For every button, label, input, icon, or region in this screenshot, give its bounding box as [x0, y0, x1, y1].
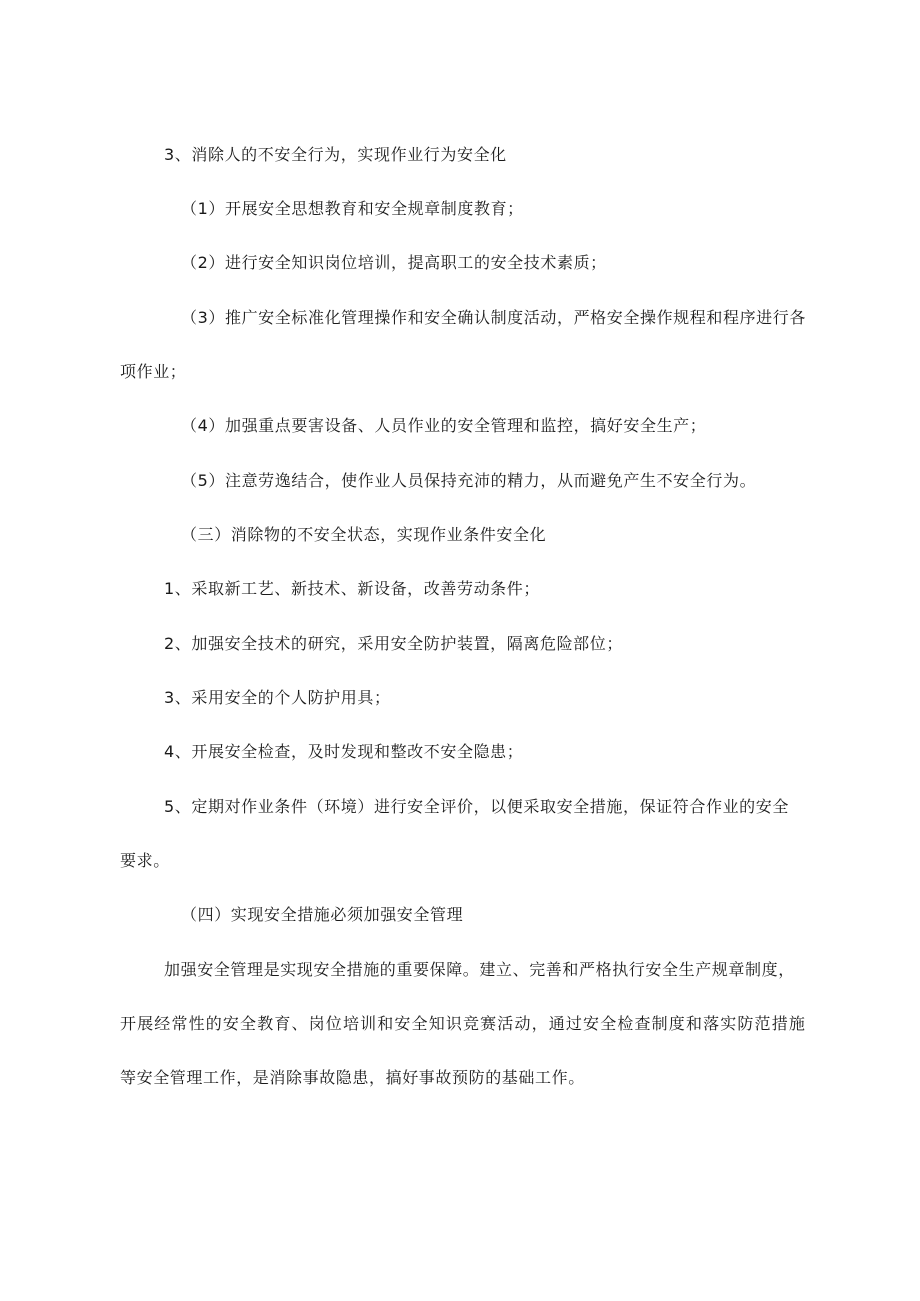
list-item-continuation: 项作业； [120, 362, 187, 381]
list-item: 1、采取新工艺、新技术、新设备，改善劳动条件； [164, 579, 540, 598]
list-item-continuation: 要求。 [120, 851, 170, 870]
section-heading: （三）消除物的不安全状态，实现作业条件安全化 [181, 525, 547, 544]
section-heading: （四）实现安全措施必须加强安全管理 [181, 905, 464, 924]
section-heading: 3、消除人的不安全行为，实现作业行为安全化 [164, 145, 507, 164]
list-item: （3）推广安全标准化管理操作和安全确认制度活动，严格安全操作规程和程序进行各 [181, 308, 806, 327]
list-item: （1）开展安全思想教育和安全规章制度教育； [181, 199, 524, 218]
list-item: （2）进行安全知识岗位培训，提高职工的安全技术素质； [181, 253, 607, 272]
list-item: （5）注意劳逸结合，使作业人员保持充沛的精力，从而避免产生不安全行为。 [181, 471, 757, 490]
list-item: 2、加强安全技术的研究，采用安全防护装置，隔离危险部位； [164, 634, 623, 653]
paragraph-line: 开展经常性的安全教育、岗位培训和安全知识竞赛活动，通过安全检查制度和落实防范措施 [120, 1014, 807, 1033]
list-item: 3、采用安全的个人防护用具； [164, 688, 391, 707]
paragraph-line: 加强安全管理是实现安全措施的重要保障。建立、完善和严格执行安全生产规章制度， [164, 960, 795, 979]
paragraph-line: 等安全管理工作，是消除事故隐患，搞好事故预防的基础工作。 [120, 1068, 585, 1087]
list-item: 4、开展安全检查，及时发现和整改不安全隐患； [164, 742, 524, 761]
list-item: （4）加强重点要害设备、人员作业的安全管理和监控，搞好安全生产； [181, 416, 707, 435]
list-item: 5、定期对作业条件（环境）进行安全评价，以便采取安全措施，保证符合作业的安全 [164, 797, 789, 816]
